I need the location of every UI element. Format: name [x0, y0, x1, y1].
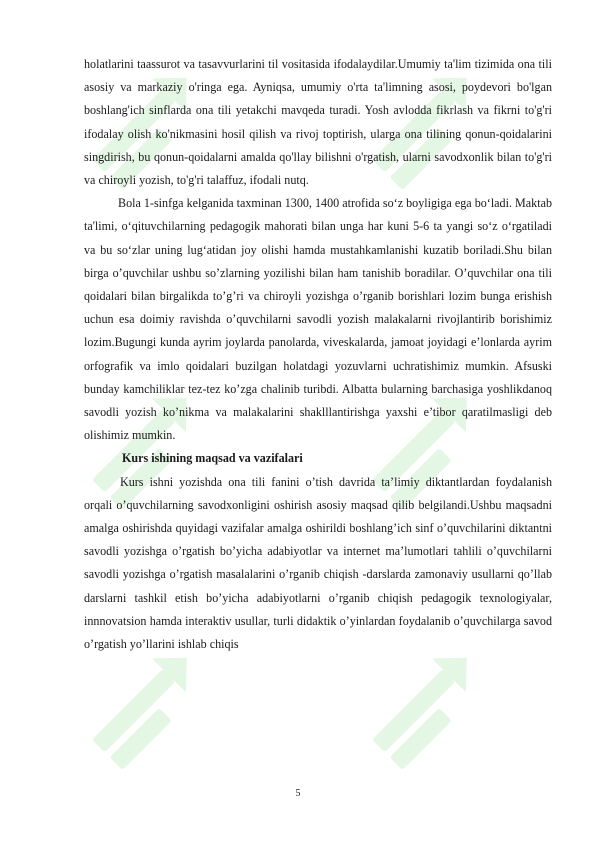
body-paragraph: Bola 1-sinfga kelganida taxminan 1300, 1400 atrofida so‘z boyligiga ega bo‘ladi. Maktab ta'limi, o‘qituvchilarning pedagogik mahorati bilan unga har kuni 5-6 ta yangi so‘z o‘rgatiladi va bu so‘zlar uning lug‘atidan joy olishi hamda mustahkamlanishi kuzatib boriladi.Shu bilan birga o’quvchilar ushbu so’zlarning yozilishi bilan ham tanishib boradilar. O’quvchilar ona tili qoidalari bilan birgalikda to’g’ri va chiroyli yozishga o’rganib borishlari lozim bunga erishish uchun esa doimiy ravishda o’quvchilarni savodli yozish malakalarni rivojlantirib borishimiz lozim.Bugungi kunda ayrim joylarda panolarda, viveskalarda, jamoat joyidagi e’lonlarda ayrim orfografik va imlo qoidalari buzilgan holatdagi yozuvlarni uchratishimiz mumkin. Afsuski bunday kamchiliklar tez-tez ko’zga chalinib turibdi. Albatta bularning barchasiga yoshlikdanoq savodli yozish ko’nikma va malakalarini shaklllantirishga yaxshi e’tibor qaratilmasligi deb olishimiz mumkin.: [84, 196, 552, 443]
document-body: [84, 53, 552, 656]
watermark-logo-icon: [350, 640, 500, 790]
section-heading: Kurs ishining maqsad va vazifalari: [122, 451, 303, 466]
watermark-logo-icon: [70, 640, 220, 790]
page-number: 5: [295, 788, 301, 799]
body-paragraph: holatlarini taassurot va tasavvurlarini til vositasida ifodalaydilar.Umumiy ta'lim tizimida ona tili asosiy va markaziy o'ringa ega. Ayniqsa, umumiy o'rta ta'limning asosi, poydevori bo'lgan boshlang'ich sinflarda ona tili yetakchi mavqeda turadi. Yosh avlodda fikrlash va fikrni to'g'ri ifodalay olish ko'nikmasini hosil qilish va rivoj toptirish, ularga ona tilining qonun-qoidalarini singdirish, bu qonun-qoidalarni amalda qo'llay bilishni o'rgatish, ularni savodxonlik bilan to'g'ri va chiroyli yozish, to'g'ri talaffuz, ifodali nutq.: [84, 57, 552, 188]
body-paragraph: Kurs ishni yozishda ona tili fanini o’tish davrida ta’limiy diktantlardan foydalanish orqali o’quvchilarning savodxonligini oshirish asosiy maqsad qilib belgilandi.Ushbu maqsadni amalga oshirishda quyidagi vazifalar amalga oshirildi boshlang’ich sinf o’quvchilarini diktantni savodli yozishga o’rgatish bo’yicha adabiyotlar va internet ma’lumotlari tahlili o’quvchilarni savodli yozishga o’rgatish masalalarini o’rganib chiqish -darslarda zamonaviy usullarni qo’llab darslarni tashkil etish bo’yicha adabiyotlarni o’rganib chiqish pedagogik texnologiyalar, innnovatsion hamda interaktiv usullar, turli didaktik o’yinlardan foydalanib o’quvchilarga savod o’rgatish yo’llarini ishlab chiqis: [84, 474, 552, 652]
